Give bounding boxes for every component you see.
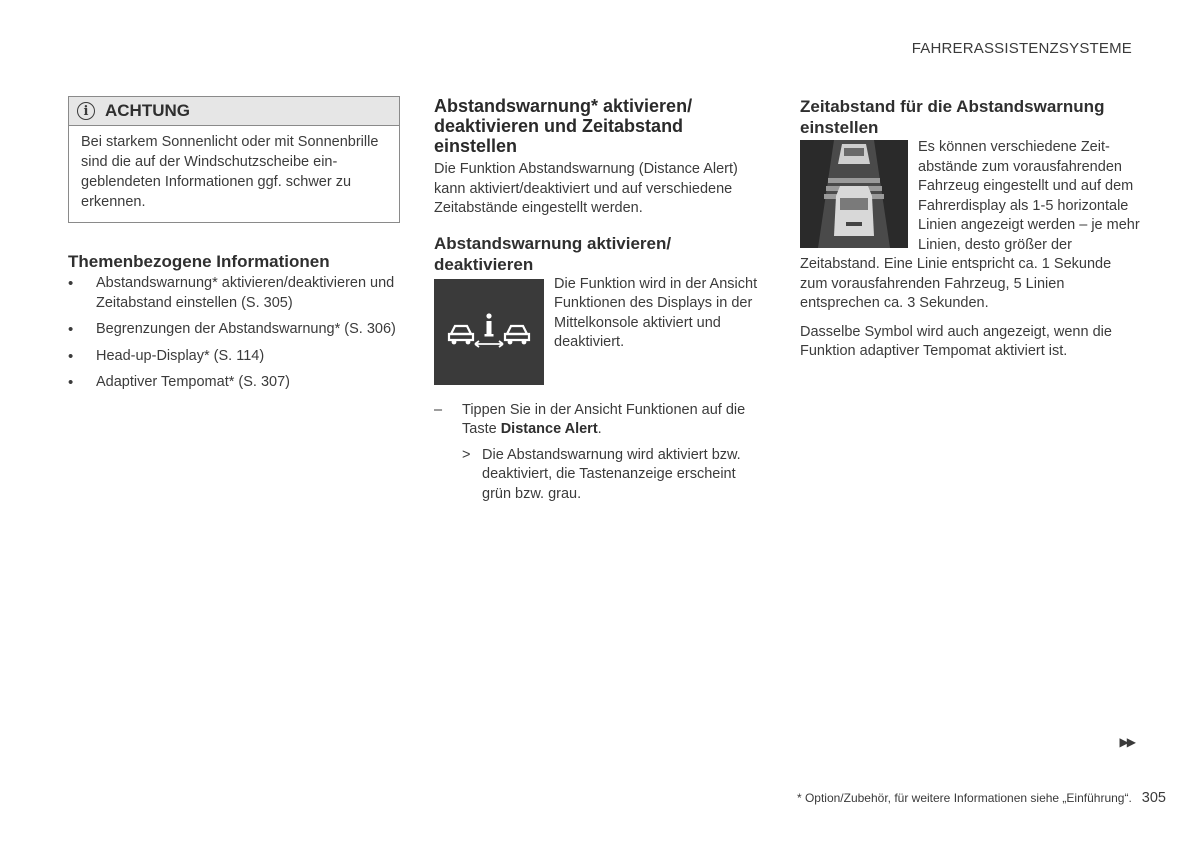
driver-display-illustration [800,140,908,248]
warning-header [69,97,399,126]
page-number: 305 [1141,790,1166,806]
related-link-item[interactable]: • Head-up-Display* (S. 114) [68,347,400,367]
right-column [800,96,1140,362]
warning-text: Bei starkem Sonnenlicht oder mit Sonnenbrille sind die auf der Windschutzscheibe eingeblendeten Informationen ggf. schwer zu erkennen. [81,134,379,210]
distance-alert-symbol-icon [434,279,544,385]
step-dash: – [434,401,443,418]
instruction-result [434,446,766,505]
related-link-item[interactable]: • Begrenzungen der Abstandswarnung* (S. 306) [68,320,400,340]
time-gap-title: Zeitabstand für die Abstandswarnung einstellen [800,97,1105,137]
time-gap-body [800,138,1140,314]
warning-title: ACHTUNG [105,101,190,120]
info-circle-icon: i [77,102,95,120]
result-marker: > [462,446,471,463]
step-text-before: Tippen Sie in der Ansicht Funktionen auf die Taste [462,401,746,437]
page-footer [797,790,1166,806]
section-title: Abstandswarnung* aktivieren/ deaktivieren und Zeitabstand einstellen [434,96,693,156]
step-text-after: . [597,421,602,437]
subsection-body [434,275,766,385]
subsection-title: Abstandswarnung aktivieren/ deaktivieren [434,233,672,274]
section-intro: Die Funktion Abstandswarnung (Distance Alert) kann aktiviert/deaktiviert und auf verschiedene Zeitabstände eingestellt werden. [434,161,738,216]
left-column [68,96,400,400]
related-link-item[interactable]: • Abstandswarnung* aktivieren/deaktivieren und Zeitabstand einstellen (S. 305) [68,274,400,313]
related-info-title: Themenbezogene Informationen [68,252,330,271]
instruction-step [434,401,766,440]
warning-box [68,96,400,223]
result-text: Die Abstandswarnung wird aktiviert bzw. deaktiviert, die Tastenanzeige erscheint grün bzw. grau. [482,446,741,502]
distance-alert-key: Distance Alert [500,421,598,437]
time-gap-text: Es können verschiedene Zeitabstände zum vorausfahrenden Fahrzeug eingestellt und auf dem Fahrerdisplay als 1-5 horizontale Linien angezeigt werden – je mehr Linien, desto größer der Zeitabstand. Eine Linie entspricht ca. 1 Sekunde zum vorausfahrenden Fahrzeug, 5 Linien entsprechen ca. 3 Sekunden. [800,139,1140,311]
footnote: * Option/Zubehör, für weitere Informationen siehe „Einführung“. [796,791,1132,805]
related-link-item[interactable]: • Adaptiver Tempomat* (S. 307) [68,373,400,393]
subsection-text: Die Funktion wird in der Ansicht Funktionen des Displays in der Mittelkonsole aktiviert und deaktiviert. [554,275,758,350]
page-header: FAHRERASSISTENZSYSTEME [911,40,1132,57]
middle-column [434,96,766,504]
related-info-list [68,274,400,393]
time-gap-note: Dasselbe Symbol wird auch angezeigt, wenn die Funktion adaptiver Tempomat aktiviert ist. [800,323,1112,359]
double-arrow-right-icon: ▶▶ [1119,735,1134,749]
